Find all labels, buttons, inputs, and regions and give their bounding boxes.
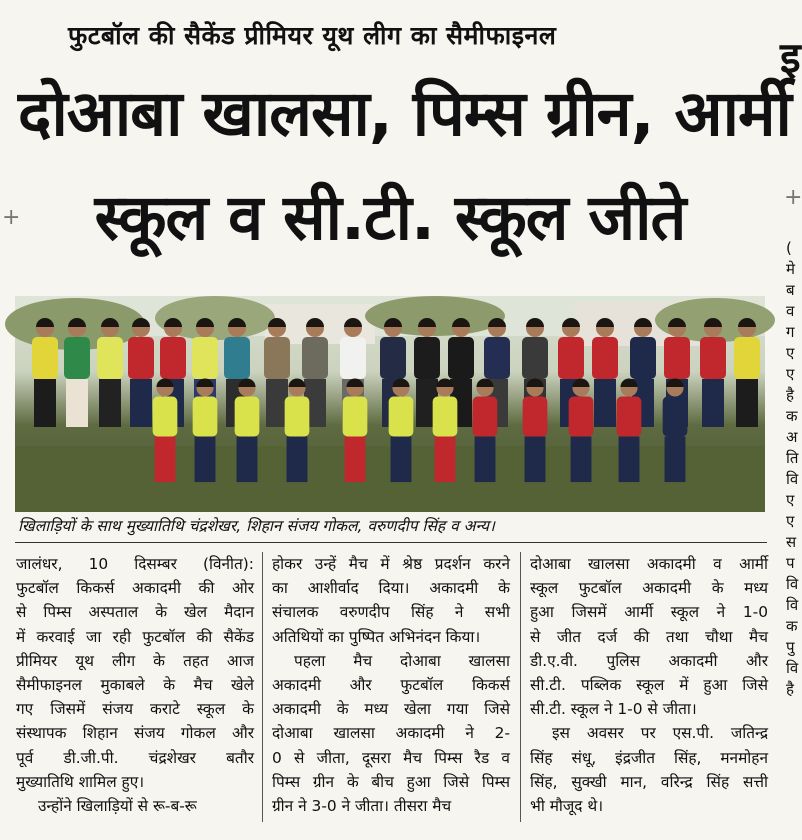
article-line: में करवाई जा रही फुटबॉल की सैकेंड bbox=[16, 627, 254, 646]
article-line: हुआ जिसमें आर्मी स्कूल ने 1-0 bbox=[530, 603, 768, 622]
article-line: संचालक वरुणदीप सिंह ने सभी bbox=[272, 603, 510, 622]
adjacent-column-fragment bbox=[786, 238, 800, 700]
article-line: होकर उन्हें मैच में श्रेष्ठ प्रदर्शन करने bbox=[272, 555, 510, 573]
article-line: सिंह संधू, इंद्रजीत सिंह, मनमोहन bbox=[530, 748, 768, 767]
adjacent-line: ए bbox=[786, 365, 795, 383]
photo-caption: खिलाड़ियों के साथ मुख्यातिथि चंद्रशेखर, शिहान संजय गोकल, वरुणदीप सिंह व अन्य। bbox=[18, 517, 495, 535]
caption-rule bbox=[15, 542, 767, 543]
adjacent-line: मे bbox=[786, 260, 795, 278]
adjacent-line: पु bbox=[786, 638, 795, 656]
article-line: पहला मैच दोआबा खालसा bbox=[294, 651, 510, 670]
article-line: दोआबा खालसा अकादमी व आर्मी bbox=[530, 555, 768, 573]
article-column-2 bbox=[272, 552, 510, 818]
article-line: प्रीमियर यूथ लीग के तहत आज bbox=[16, 651, 254, 670]
adjacent-line: ए bbox=[786, 512, 795, 530]
article-line: सी.टी. पब्लिक स्कूल में हुआ जिसे bbox=[530, 676, 768, 695]
article-column-3 bbox=[530, 552, 768, 818]
adjacent-line: ति bbox=[786, 449, 799, 467]
article-line: गए जिसमें संजय कराटे स्कूल के bbox=[16, 700, 254, 719]
article-line: का आशीर्वाद दिया। अकादमी के bbox=[272, 579, 510, 598]
article-column-1 bbox=[16, 552, 254, 818]
headline-line-1: दोआबा खालसा, पिम्स ग्रीन, आर्मी bbox=[18, 77, 791, 150]
article-line: दोआबा खालसा अकादमी ने 2- bbox=[272, 724, 510, 743]
article-line: भी मौजूद थे। bbox=[530, 797, 604, 816]
article-line: से पिम्स अस्पताल के खेल मैदान bbox=[16, 603, 254, 622]
article-line: उन्होंने खिलाड़ियों से रू-ब-रू bbox=[38, 797, 197, 816]
article-line: जालंधर, 10 दिसम्बर (विनीत): bbox=[16, 555, 254, 573]
article-line: सी.टी. स्कूल ने 1-0 से जीता। bbox=[530, 700, 697, 719]
article-line: पूर्व डी.जी.पी. चंद्रशेखर बतौर bbox=[16, 748, 254, 767]
adjacent-line: स bbox=[786, 533, 797, 551]
adjacent-line: ग bbox=[786, 323, 795, 341]
column-divider bbox=[520, 552, 521, 822]
adjacent-line: ए bbox=[786, 491, 795, 509]
headline-line-2: स्कूल व सी.टी. स्कूल जीते bbox=[94, 181, 686, 254]
adjacent-line: है bbox=[786, 386, 794, 404]
article-line: मुख्यातिथि शामिल हुए। bbox=[16, 772, 145, 791]
article-line: से जीत दर्ज की तथा चौथा मैच bbox=[530, 627, 768, 646]
article-line: 0 से जीता, दूसरा मैच पिम्स रैड व bbox=[272, 748, 510, 767]
adjacent-line: वि bbox=[786, 575, 799, 593]
article-line: ग्रीन ने 3-0 ने जीता। तीसरा मैच bbox=[272, 797, 452, 816]
crop-mark-right: + bbox=[784, 185, 802, 210]
article-line: संस्थापक शिहान संजय गोकल और bbox=[16, 724, 254, 743]
adjacent-line: वि bbox=[786, 470, 799, 488]
article-line: पिम्स ग्रीन के बीच हुआ जिसे पिम्स bbox=[272, 772, 510, 791]
adjacent-line: अ bbox=[786, 428, 798, 446]
crop-mark-left: + bbox=[2, 205, 21, 230]
article-line: स्कूल फुटबॉल अकादमी के मध्य bbox=[530, 579, 768, 598]
adjacent-line: क bbox=[786, 407, 798, 425]
adjacent-line: प bbox=[786, 554, 795, 572]
article-line: अतिथियों का पुष्पित अभिनंदन किया। bbox=[272, 627, 481, 646]
adjacent-article-fragment: इ bbox=[780, 33, 801, 82]
adjacent-line: व bbox=[786, 302, 795, 320]
team-photo-illustration bbox=[15, 296, 765, 512]
column-divider bbox=[262, 552, 263, 822]
article-line: अकादमी के मध्य खेला गया जिसे bbox=[272, 700, 510, 719]
article-line: डी.ए.वी. पुलिस अकादमी और bbox=[530, 651, 768, 670]
article-line: सैमीफाइनल मुकाबले के मैच खेले bbox=[16, 676, 254, 695]
adjacent-line: ( bbox=[786, 239, 792, 257]
article-line: इस अवसर पर एस.पी. जतिन्द्र bbox=[552, 724, 768, 743]
adjacent-line: है bbox=[786, 680, 794, 698]
article-line: सिंह, सुक्खी मान, वरिन्द्र सिंह सत्ती bbox=[530, 772, 768, 791]
article-line: अकादमी और फुटबॉल किकर्स bbox=[272, 676, 510, 695]
adjacent-line: वि bbox=[786, 596, 799, 614]
article-line: फुटबॉल किकर्स अकादमी की ओर bbox=[16, 579, 254, 598]
adjacent-line: वि bbox=[786, 659, 799, 677]
adjacent-line: क bbox=[786, 617, 798, 635]
adjacent-line: ब bbox=[786, 281, 795, 299]
adjacent-line: ए bbox=[786, 344, 795, 362]
article-kicker: फुटबॉल की सैकेंड प्रीमियर यूथ लीग का सैमीफाइनल bbox=[68, 21, 557, 50]
team-photo bbox=[15, 296, 765, 512]
